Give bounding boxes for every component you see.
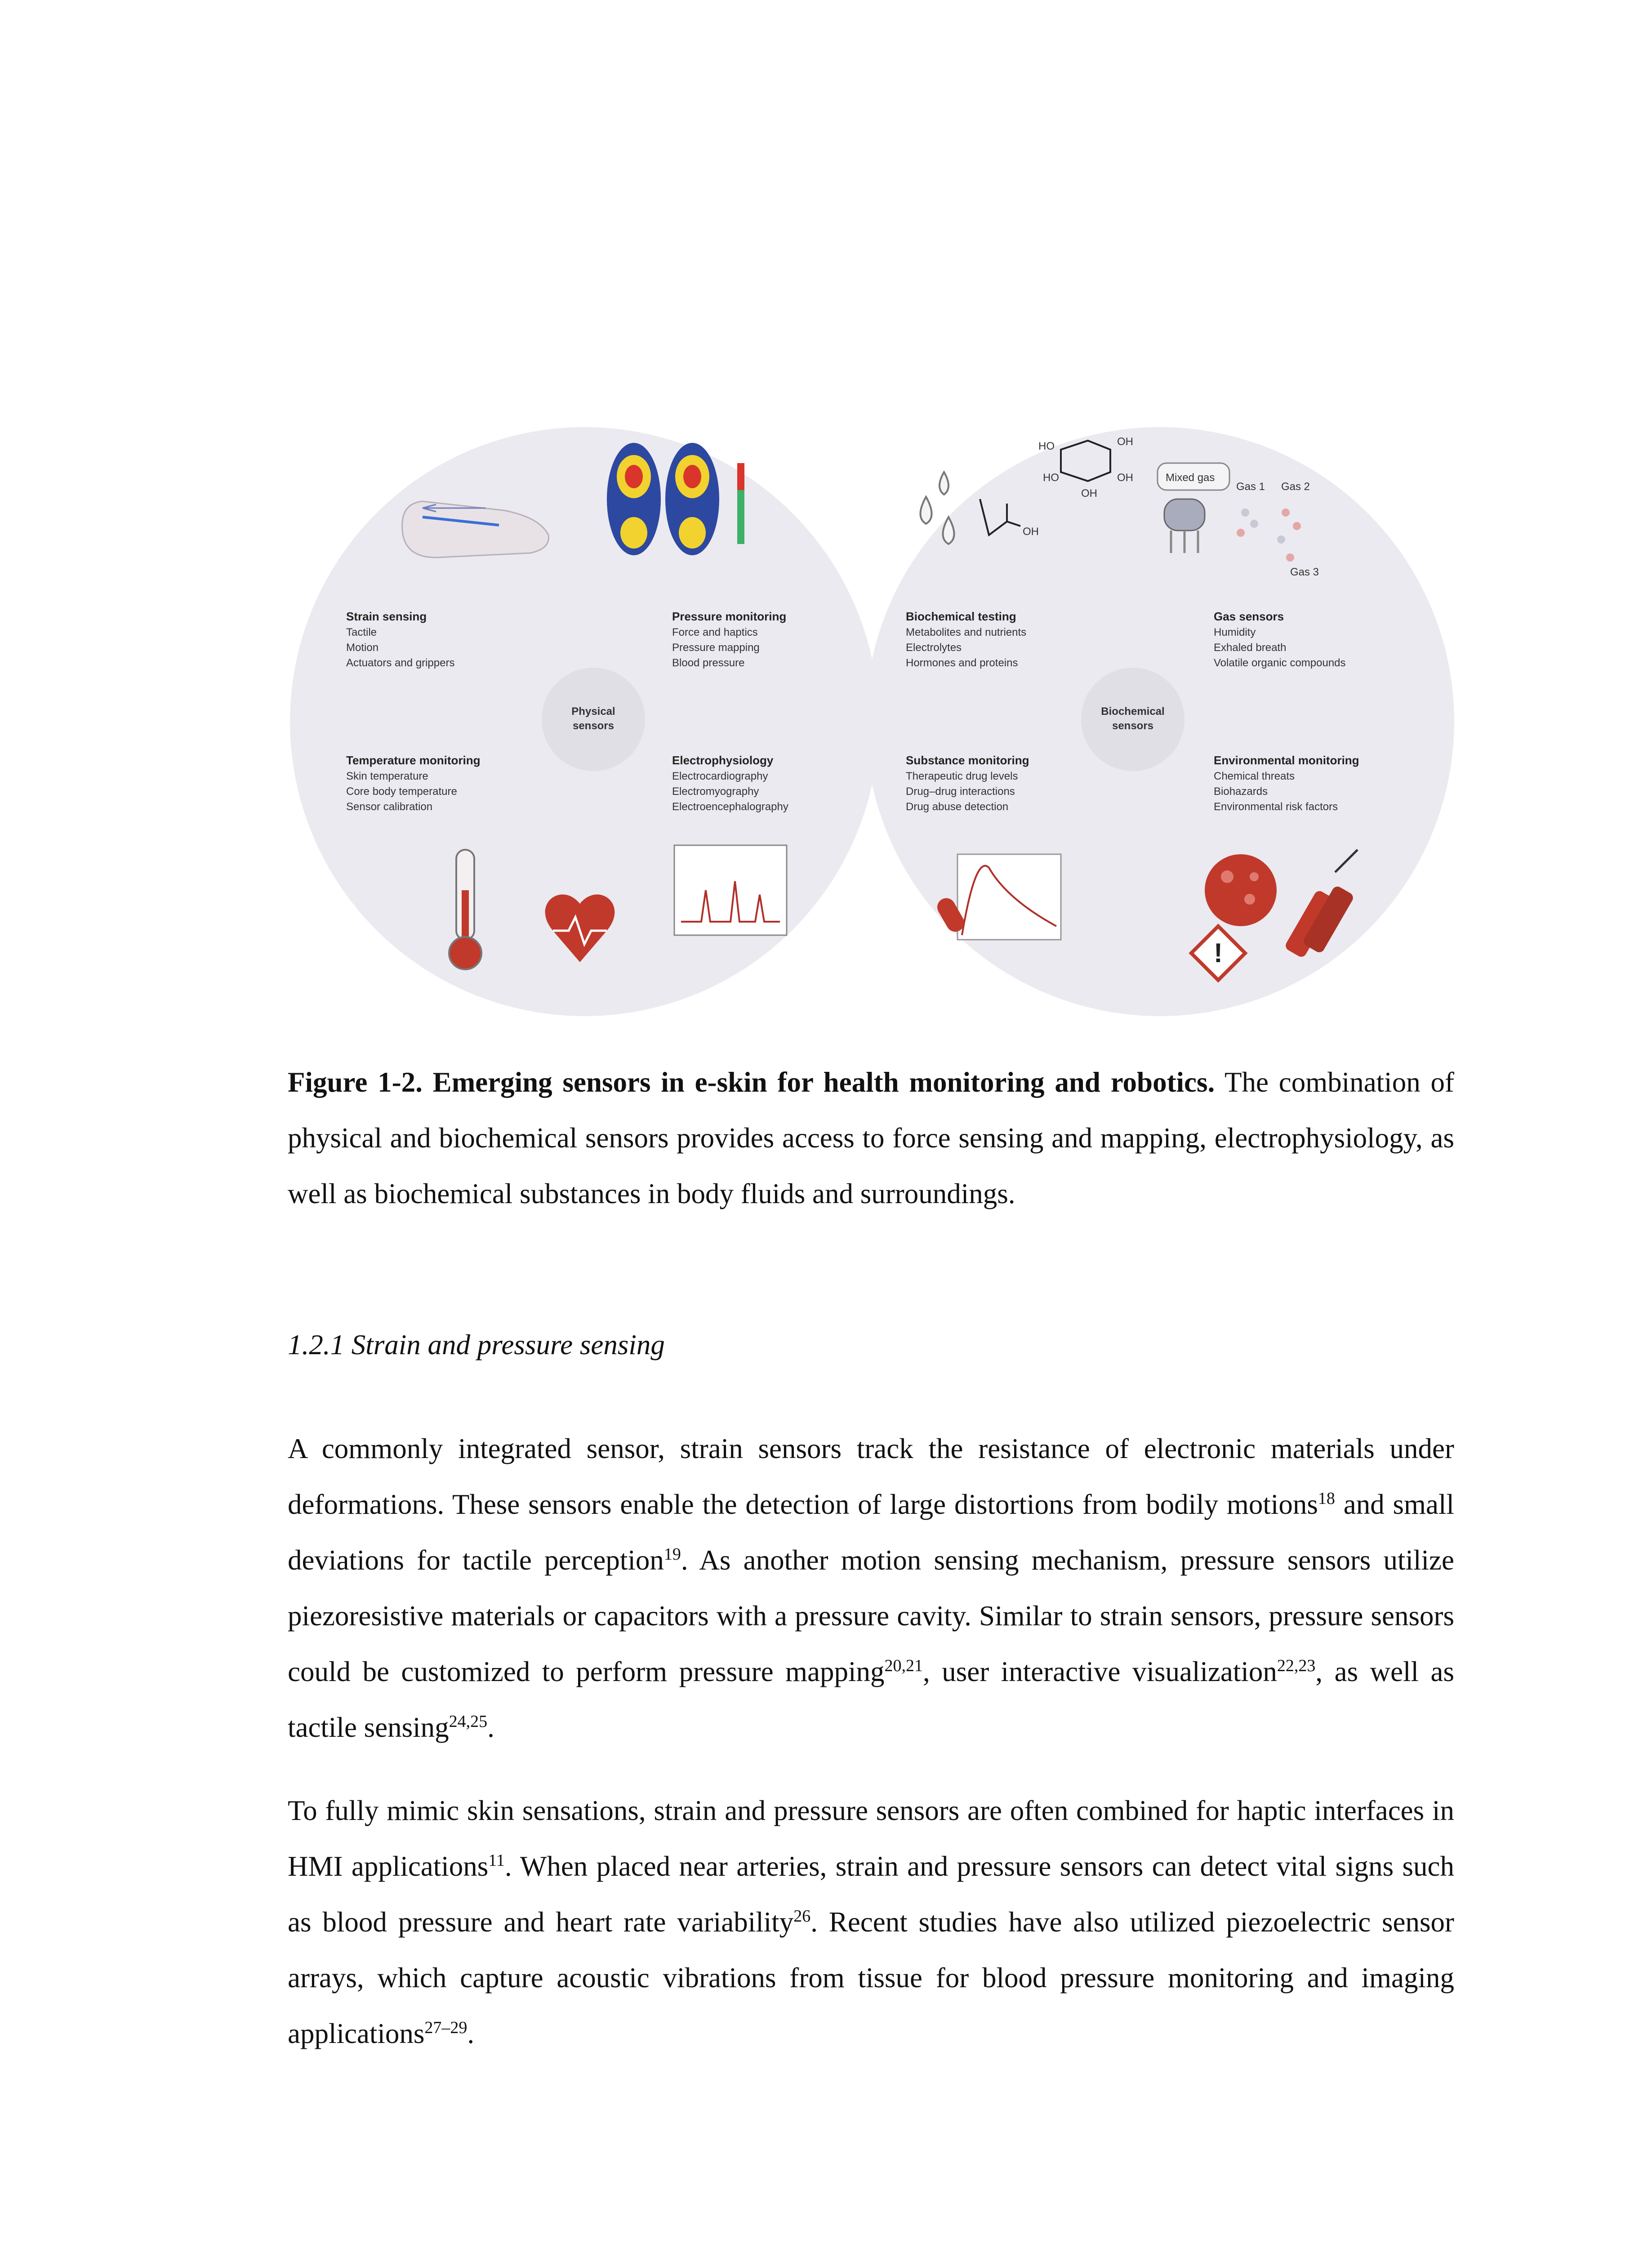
temperature-monitoring-title: Temperature monitoring — [346, 754, 481, 767]
pressure-monitoring-title: Pressure monitoring — [672, 610, 787, 623]
svg-text:!: ! — [1214, 938, 1223, 968]
gas3-label: Gas 3 — [1290, 566, 1319, 578]
gas-sensors-title: Gas sensors — [1214, 610, 1284, 623]
mixed-gas-label: Mixed gas — [1166, 472, 1215, 484]
physical-center-line1: Physical — [571, 705, 615, 718]
temperature-item: Core body temperature — [346, 785, 457, 798]
citation-ref: 19 — [663, 1545, 681, 1564]
citation-ref: 27–29 — [424, 2018, 468, 2037]
strain-item: Actuators and grippers — [346, 657, 455, 669]
paragraph-text: , user interactive visualization — [922, 1656, 1277, 1687]
electrophysiology-item: Electromyography — [672, 785, 759, 798]
biochemical-center-line1: Biochemical — [1101, 705, 1165, 718]
molecule-label: OH — [1023, 526, 1039, 538]
paragraph-text: and small deviations for tactile perception — [288, 1489, 1455, 1576]
section-heading: 1.2.1 Strain and pressure sensing — [288, 1329, 665, 1360]
sensor-overview-figure — [288, 423, 1456, 1021]
gas2-label: Gas 2 — [1281, 481, 1310, 493]
molecule-label: HO — [1043, 472, 1059, 484]
electrophysiology-item: Electrocardiography — [672, 770, 768, 782]
citation-ref: 20,21 — [884, 1656, 923, 1675]
pressure-item: Blood pressure — [672, 657, 745, 669]
paragraph-text: . When placed near arteries, strain and pressure sensors can detect vital signs such as blood pressure and heart rate variability — [288, 1851, 1454, 1938]
body-paragraph-1 — [288, 1421, 1454, 1755]
biohazard-virus-icon — [1205, 854, 1277, 926]
substance-item: Drug–drug interactions — [906, 785, 1015, 798]
paragraph-text: . — [487, 1712, 494, 1743]
environmental-item: Environmental risk factors — [1214, 801, 1338, 813]
pressure-item: Pressure mapping — [672, 642, 760, 654]
temperature-item: Sensor calibration — [346, 801, 433, 813]
environmental-item: Biohazards — [1214, 785, 1268, 798]
biochemical-testing-item: Electrolytes — [906, 642, 962, 654]
paragraph-text: , as well as tactile sensing — [288, 1656, 1454, 1743]
paragraph-text: A commonly integrated sensor, strain sensors track the resistance of electronic materials under deformations. These sensors enable the detection of large distortions from bodily motions — [288, 1433, 1454, 1520]
body-paragraph-2 — [288, 1783, 1454, 2061]
citation-ref: 11 — [488, 1851, 505, 1870]
figure-caption — [288, 1054, 1454, 1222]
biochemical-testing-item: Metabolites and nutrients — [906, 626, 1027, 638]
temperature-item: Skin temperature — [346, 770, 428, 782]
figure-caption-body: The combination of physical and biochemical sensors provides access to force sensing and mapping, electrophysiology, as well as biochemical substances in body fluids and surroundings. — [288, 1066, 1454, 1209]
substance-item: Drug abuse detection — [906, 801, 1009, 813]
environmental-monitoring-title: Environmental monitoring — [1214, 754, 1359, 767]
physical-center-badge — [542, 668, 645, 771]
physical-center-line2: sensors — [572, 720, 614, 732]
figure-caption-title: Figure 1-2. Emerging sensors in e-skin for health monitoring and robotics. — [288, 1066, 1215, 1098]
citation-ref: 24,25 — [449, 1712, 488, 1731]
strain-item: Tactile — [346, 626, 377, 638]
molecule-label: HO — [1038, 440, 1055, 452]
paragraph-text: . — [467, 2018, 475, 2049]
citation-ref: 26 — [793, 1907, 811, 1926]
molecule-label: OH — [1117, 436, 1133, 448]
ecg-chart-icon — [674, 845, 787, 935]
gas-sensors-item: Exhaled breath — [1214, 642, 1287, 654]
strain-sensing-title: Strain sensing — [346, 610, 427, 623]
gas-sensors-item: Humidity — [1214, 626, 1256, 638]
gas-sensors-item: Volatile organic compounds — [1214, 657, 1346, 669]
strain-item: Motion — [346, 642, 379, 654]
biochemical-center-line2: sensors — [1112, 720, 1154, 732]
substance-monitoring-title: Substance monitoring — [906, 754, 1029, 767]
citation-ref: 22,23 — [1277, 1656, 1316, 1675]
biochemical-center-badge — [1081, 668, 1184, 771]
molecule-label: OH — [1081, 487, 1097, 500]
biochemical-testing-item: Hormones and proteins — [906, 657, 1018, 669]
substance-item: Therapeutic drug levels — [906, 770, 1018, 782]
biochemical-testing-title: Biochemical testing — [906, 610, 1016, 623]
gas1-label: Gas 1 — [1236, 481, 1265, 493]
molecule-label: OH — [1117, 472, 1133, 484]
environmental-item: Chemical threats — [1214, 770, 1295, 782]
paragraph-text: . Recent studies have also utilized piezoelectric sensor arrays, which capture acoustic vibrations from tissue for blood pressure monitoring and imaging applications — [288, 1906, 1454, 2049]
electrophysiology-title: Electrophysiology — [672, 754, 774, 767]
paragraph-text: To fully mimic skin sensations, strain and pressure sensors are often combined for haptic interfaces in HMI applications — [288, 1795, 1454, 1882]
pressure-item: Force and haptics — [672, 626, 758, 638]
electrophysiology-item: Electroencephalography — [672, 801, 788, 813]
citation-ref: 18 — [1318, 1489, 1335, 1508]
paragraph-text: . As another motion sensing mechanism, pressure sensors utilize piezoresistive materials or capacitors with a pressure cavity. Similar to strain sensors, pressure sensors could be customized to perform pressure mapping — [288, 1544, 1454, 1687]
